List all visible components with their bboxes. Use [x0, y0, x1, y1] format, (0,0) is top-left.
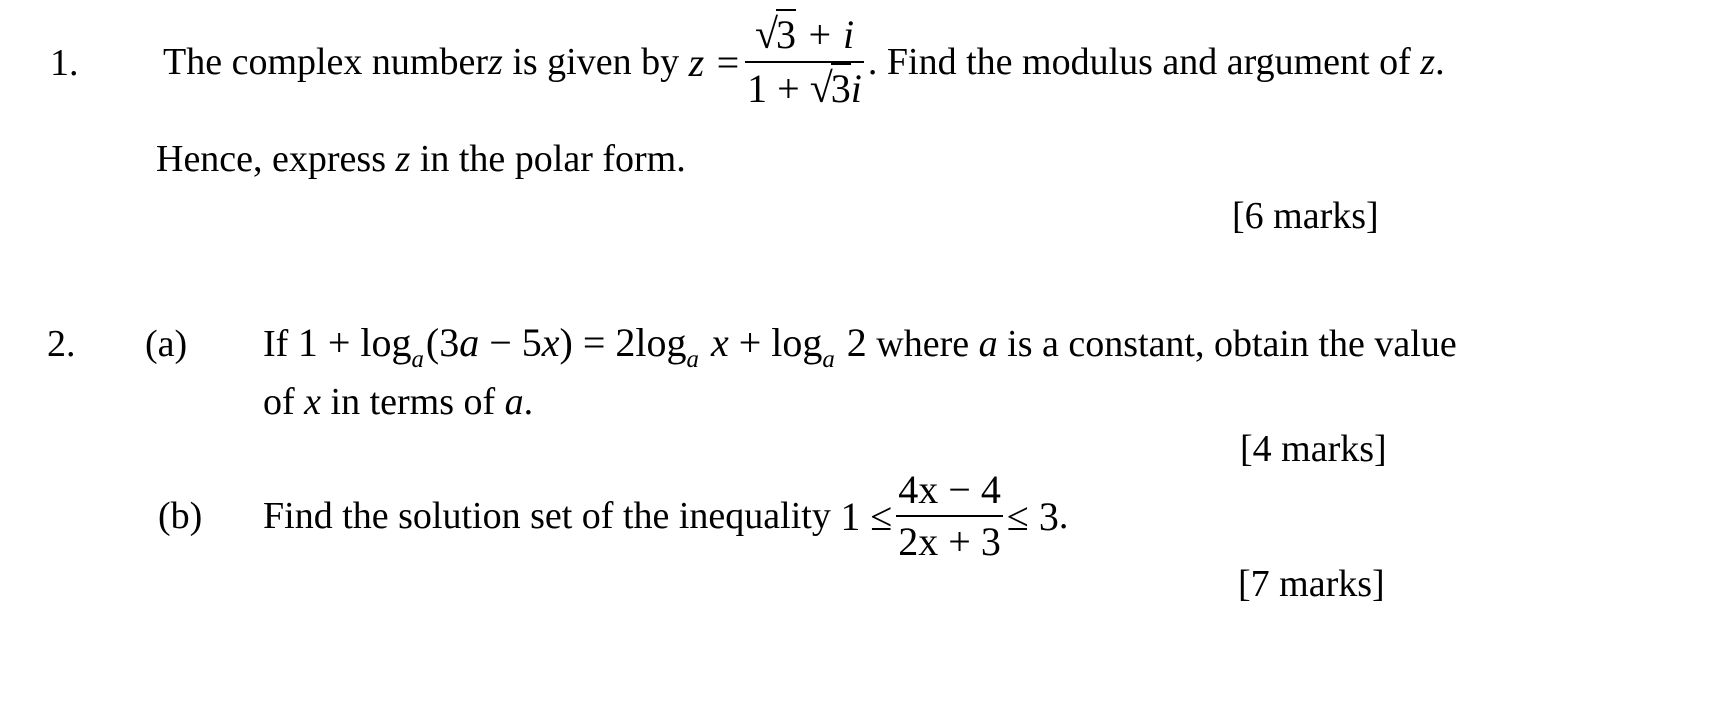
q1-text-before: The complex number [163, 41, 489, 83]
q2b-label: (b) [158, 495, 203, 537]
q1-var-z-end: z [1420, 41, 1436, 83]
q2a-label: (a) [145, 323, 188, 365]
q1-marks: [6 marks] [1232, 195, 1379, 237]
q1-line-1 [163, 12, 1445, 112]
q1-text-given-by: is given by [502, 41, 689, 83]
q2-number: 2. [47, 323, 76, 365]
q2a-line-1: If $1 + \log_a(3a - 5x) = 2\log_a$ $x + \log_a 2$ where a is a constant, obtain the value [263, 320, 1457, 374]
q1-eq-lhs: z = [688, 39, 742, 85]
q2b-fraction-denominator: 2x + 3 [898, 519, 1001, 564]
q2b-line: Find the solution set of the inequality 1 ≤ $\frac{4x - 4}{2x + 3}$ ≤ 3 . [263, 467, 1069, 564]
q2b-fraction [896, 469, 1003, 563]
q2b-marks: [7 marks] [1238, 563, 1385, 605]
q1-var-z: z [488, 41, 503, 83]
q2a-equation: $1 + \log_a(3a - 5x) = 2\log_a$ $x + \log_a 2$ [297, 320, 867, 374]
q2b-fraction-numerator: 4x − 4 [896, 469, 1003, 517]
q1-fraction [745, 13, 864, 111]
q1-fraction-denominator: 1 + √3i [745, 63, 864, 111]
q1-line-2: Hence, express z in the polar form. [156, 138, 686, 180]
q1-number: 1. [50, 42, 79, 84]
q1-period: . [1435, 41, 1445, 83]
q2a-line-2: of x in terms of a. [263, 381, 534, 423]
q1-num-radical: √3 [755, 13, 796, 57]
q1-den-radical: √3 [810, 67, 851, 111]
q1-fraction-numerator: √3 + i [745, 13, 864, 63]
q1-text-after: . Find the modulus and argument of [867, 41, 1421, 83]
q2a-marks: [4 marks] [1240, 428, 1387, 470]
